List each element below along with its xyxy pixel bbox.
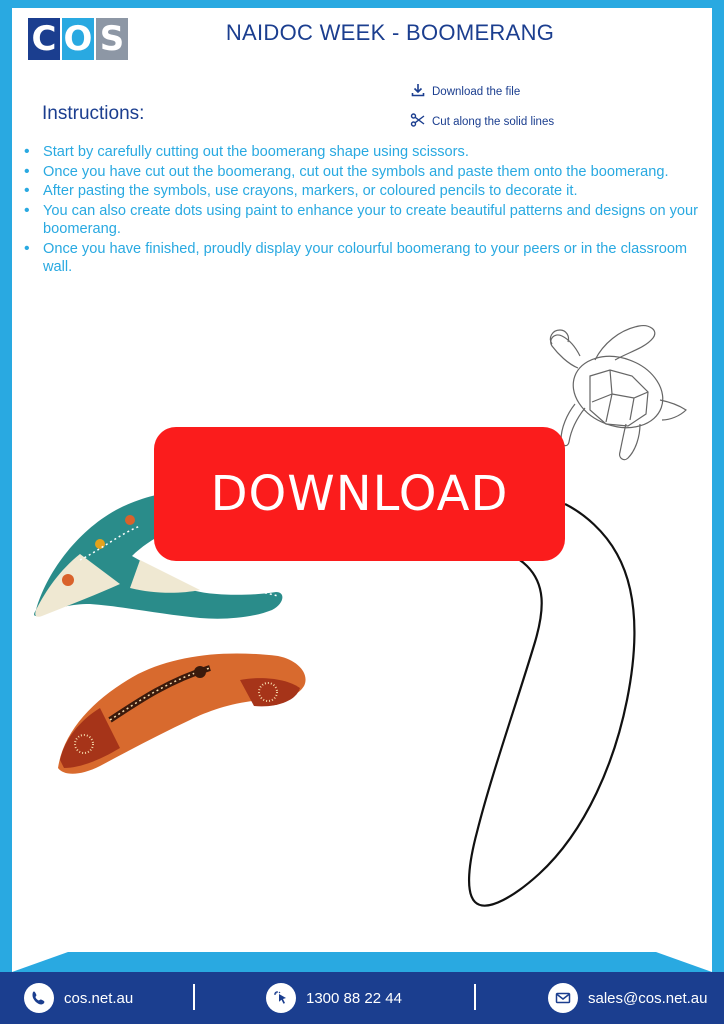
download-file-label: Download the file (432, 85, 521, 98)
footer-website-text: cos.net.au (64, 989, 134, 1007)
instruction-item: • You can also create dots using paint to enhance your to create beautiful patterns and designs on your boomerang. (22, 202, 702, 239)
footer-phone-text: 1300 88 22 44 (306, 989, 402, 1007)
orange-boomerang-image (58, 653, 306, 773)
contact-footer (0, 972, 724, 1024)
cut-lines-label: Cut along the solid lines (432, 115, 555, 128)
footer-phone[interactable] (266, 983, 402, 1013)
footer-website[interactable] (24, 983, 133, 1013)
cursor-click-icon (266, 983, 296, 1013)
footer-separator (474, 984, 476, 1010)
turtle-illustration (550, 326, 686, 460)
download-button[interactable]: DOWNLOAD (154, 427, 565, 561)
logo-letter-s: S (96, 18, 128, 60)
logo-letter-c: C (28, 18, 60, 60)
instruction-item: • Start by carefully cutting out the boomerang shape using scissors. (22, 143, 702, 162)
instruction-item: • Once you have cut out the boomerang, cut out the symbols and paste them onto the boomerang. (22, 163, 702, 182)
footer-email-text: sales@cos.net.au (588, 989, 708, 1007)
footer-email[interactable] (548, 983, 707, 1013)
footer-separator (193, 984, 195, 1010)
phone-icon (24, 983, 54, 1013)
logo-letter-o: O (63, 19, 93, 59)
instructions-heading: Instructions: (42, 103, 145, 124)
instruction-item: • Once you have finished, proudly display your colourful boomerang to your peers or in the classroom wall. (22, 240, 702, 277)
envelope-icon (548, 983, 578, 1013)
page-title: NAIDOC WEEK - BOOMERANG (225, 20, 555, 45)
instruction-item: • After pasting the symbols, use crayons, markers, or coloured pencils to decorate it. (22, 182, 702, 201)
boomerang-cut-outline (327, 504, 634, 906)
